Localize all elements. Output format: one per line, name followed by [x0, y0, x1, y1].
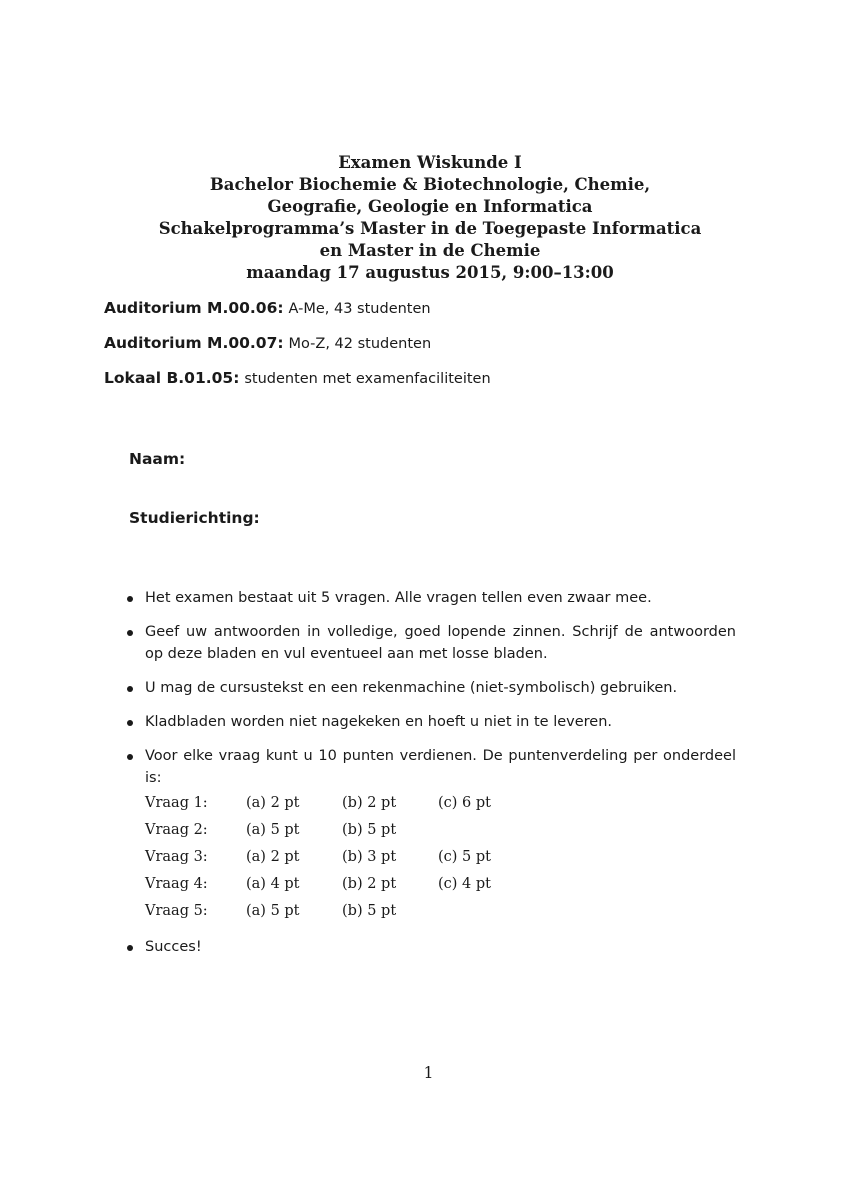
points-part	[438, 816, 534, 843]
question-label: Vraag 3:	[145, 848, 208, 865]
location-text: studenten met examenfaciliteiten	[244, 371, 491, 387]
bullet-icon	[127, 596, 133, 602]
location-label: Auditorium M.00.07:	[104, 334, 284, 352]
page-number: 1	[423, 1064, 434, 1082]
instruction-item	[124, 745, 736, 924]
instruction-item	[124, 936, 736, 958]
points-part: (a) 2 pt	[246, 794, 300, 811]
instruction-text: Voor elke vraag kunt u 10 punten verdienen. De puntenverdeling per onderdeel is:	[145, 748, 736, 786]
points-part: (c) 4 pt	[438, 875, 491, 892]
location-row	[104, 298, 431, 319]
points-row	[145, 843, 534, 870]
question-label: Vraag 5:	[145, 902, 208, 919]
points-row	[145, 870, 534, 897]
bullet-icon	[127, 945, 133, 951]
points-part: (b) 2 pt	[342, 794, 397, 811]
location-row	[104, 333, 431, 354]
question-label: Vraag 4:	[145, 875, 208, 892]
bullet-icon	[127, 754, 133, 760]
location-text: Mo-Z, 42 studenten	[288, 336, 432, 352]
location-label: Auditorium M.00.06:	[104, 299, 284, 317]
points-part: (a) 4 pt	[246, 875, 300, 892]
bullet-icon	[127, 630, 133, 636]
name-field-label: Naam:	[129, 450, 186, 468]
location-label: Lokaal B.01.05:	[104, 369, 240, 387]
instruction-item	[124, 677, 736, 699]
points-part: (a) 2 pt	[246, 848, 300, 865]
header-line: Geografie, Geologie en Informatica	[267, 197, 593, 216]
instruction-item	[124, 587, 736, 609]
points-row	[145, 897, 534, 924]
points-table	[145, 789, 534, 924]
location-row	[104, 368, 491, 389]
header-line: maandag 17 augustus 2015, 9:00–13:00	[246, 263, 614, 282]
points-part: (c) 6 pt	[438, 794, 491, 811]
instruction-text: Succes!	[145, 939, 202, 955]
points-row	[145, 789, 534, 816]
header-line: Examen Wiskunde I	[338, 153, 522, 172]
location-text: A-Me, 43 studenten	[288, 301, 431, 317]
study-field-label: Studierichting:	[129, 509, 260, 527]
points-part: (b) 3 pt	[342, 848, 397, 865]
instruction-item	[124, 621, 736, 665]
header-line: en Master in de Chemie	[319, 241, 541, 260]
points-part: (c) 5 pt	[438, 848, 491, 865]
points-part: (a) 5 pt	[246, 821, 300, 838]
header-line: Schakelprogramma’s Master in de Toegepaste Informatica	[158, 219, 702, 238]
bullet-icon	[127, 720, 133, 726]
points-part: (b) 2 pt	[342, 875, 397, 892]
instruction-item	[124, 711, 736, 733]
instruction-text: Kladbladen worden niet nagekeken en hoeft u niet in te leveren.	[145, 714, 613, 730]
exam-header	[0, 152, 847, 284]
points-row	[145, 816, 534, 843]
points-part	[438, 897, 534, 924]
instructions-list	[124, 587, 736, 970]
header-line: Bachelor Biochemie & Biotechnologie, Chemie,	[209, 175, 651, 194]
points-part: (b) 5 pt	[342, 821, 397, 838]
question-label: Vraag 1:	[145, 794, 208, 811]
instruction-text: Het examen bestaat uit 5 vragen. Alle vragen tellen even zwaar mee.	[145, 590, 652, 606]
points-part: (a) 5 pt	[246, 902, 300, 919]
points-part: (b) 5 pt	[342, 902, 397, 919]
instruction-text: U mag de cursustekst en een rekenmachine (niet-symbolisch) gebruiken.	[145, 680, 678, 696]
question-label: Vraag 2:	[145, 821, 208, 838]
bullet-icon	[127, 686, 133, 692]
instruction-text: Geef uw antwoorden in volledige, goed lopende zinnen. Schrijf de antwoorden op deze bladen en vul eventueel aan met losse bladen.	[145, 624, 736, 662]
